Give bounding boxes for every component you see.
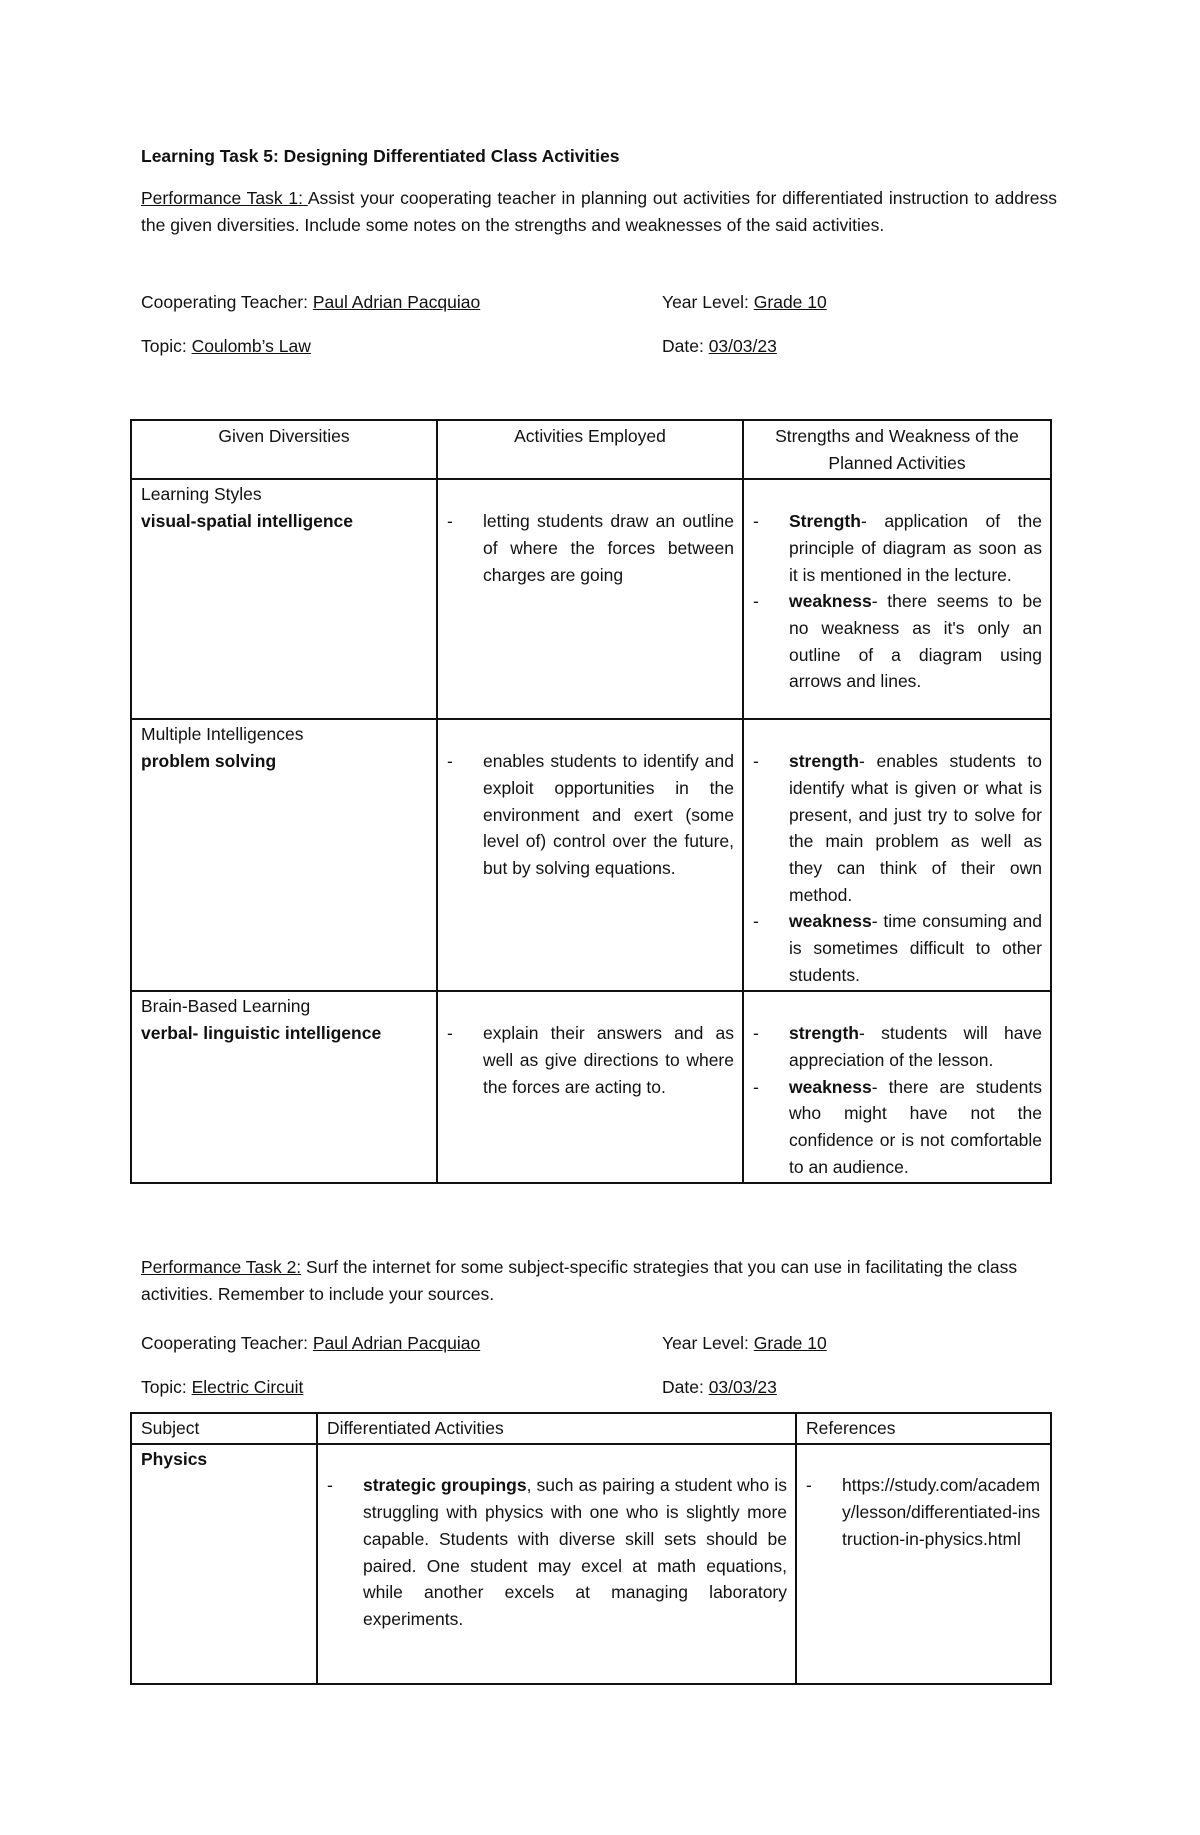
- teacher-label: Cooperating Teacher:: [141, 1333, 313, 1353]
- strategies-table: [130, 1412, 1052, 1685]
- task2-label: Performance Task 2:: [141, 1257, 302, 1277]
- activity-cell: [317, 1444, 796, 1684]
- diversity-category: Multiple Intelligences: [141, 724, 304, 745]
- diversity-cell: [131, 719, 437, 991]
- year-label: Year Level:: [662, 292, 754, 312]
- diversities-table: [130, 419, 1052, 1184]
- date-label: Date:: [662, 1377, 709, 1397]
- task1-topic: [141, 333, 311, 360]
- table-header-row: [131, 420, 1051, 479]
- references-cell: [796, 1444, 1051, 1684]
- activity-item: - explain their answers and as well as give directions to where the forces are acting to.: [447, 1020, 734, 1100]
- strength-item: - strength- enables students to identify what is given or what is present, and just try to solve for the main problem as well as they can think of their own method.: [753, 748, 1042, 908]
- weakness-item: - weakness- time consuming and is sometimes difficult to other students.: [753, 908, 1042, 988]
- topic-label: Topic:: [141, 336, 192, 356]
- date-value: 03/03/23: [708, 336, 777, 356]
- strength-item: - Strength- application of the principle of diagram as soon as it is mentioned in the lecture.: [753, 508, 1042, 588]
- task2-instructions: [141, 1254, 1057, 1308]
- task1-text: Assist your cooperating teacher in planning out activities for differentiated instruction to address the given diversities. Include some notes on the strengths and weaknesses of the said activities.: [141, 188, 1058, 235]
- header-subject: Subject: [131, 1413, 317, 1444]
- topic-value: Coulomb’s Law: [191, 336, 311, 356]
- diversity-name: visual-spatial intelligence: [141, 511, 354, 532]
- task2-year-level: [662, 1330, 827, 1357]
- weakness-item: - weakness- there seems to be no weakness as it's only an outline of a diagram using arrows and lines.: [753, 588, 1042, 695]
- diversity-category: Brain-Based Learning: [141, 996, 311, 1017]
- table-row: [131, 479, 1051, 719]
- table-header-row: [131, 1413, 1051, 1444]
- activity-cell: [437, 719, 743, 991]
- strength-item: - strength- students will have appreciation of the lesson.: [753, 1020, 1042, 1073]
- weakness-item: - weakness- there are students who might have not the confidence or is not comfortable to an audience.: [753, 1074, 1042, 1181]
- header-activities-employed: Activities Employed: [437, 420, 743, 479]
- header-strengths-weakness: Strengths and Weakness of the Planned Activities: [743, 420, 1051, 479]
- task-title: Learning Task 5: Designing Differentiated Class Activities: [141, 146, 620, 166]
- activity-item: - letting students draw an outline of where the forces between charges are going: [447, 508, 734, 588]
- header-references: References: [796, 1413, 1051, 1444]
- year-label: Year Level:: [662, 1333, 754, 1353]
- date-value: 03/03/23: [708, 1377, 777, 1397]
- diversity-cell: [131, 991, 437, 1183]
- teacher-label: Cooperating Teacher:: [141, 292, 313, 312]
- task2-teacher: [141, 1330, 480, 1357]
- activity-item: - strategic groupings, such as pairing a student who is struggling with physics with one who is slightly more capable. Students with diverse skill sets should be paired. One student may excel at math equations, while another excels at managing laboratory experiments.: [327, 1472, 787, 1632]
- teacher-value: Paul Adrian Pacquiao: [312, 1333, 481, 1353]
- diversity-name: problem solving: [141, 751, 277, 772]
- topic-label: Topic:: [141, 1377, 192, 1397]
- task1-teacher: [141, 289, 480, 316]
- teacher-value: Paul Adrian Pacquiao: [312, 292, 481, 312]
- header-differentiated-activities: Differentiated Activities: [317, 1413, 796, 1444]
- table-row: [131, 991, 1051, 1183]
- activity-cell: [437, 479, 743, 719]
- task2-date: [662, 1374, 777, 1401]
- header-given-diversities: Given Diversities: [131, 420, 437, 479]
- strength-weakness-cell: [743, 719, 1051, 991]
- table-row: [131, 1444, 1051, 1684]
- table-row: [131, 719, 1051, 991]
- activity-item: - enables students to identify and exploit opportunities in the environment and exert (some level of) control over the future, but by solving equations.: [447, 748, 734, 882]
- task1-date: [662, 333, 777, 360]
- year-value: Grade 10: [753, 1333, 827, 1353]
- task1-year-level: [662, 289, 827, 316]
- activity-cell: [437, 991, 743, 1183]
- topic-value: Electric Circuit: [191, 1377, 304, 1397]
- year-value: Grade 10: [753, 292, 827, 312]
- task2-topic: [141, 1374, 303, 1401]
- diversity-cell: [131, 479, 437, 719]
- task1-label: Performance Task 1:: [141, 188, 308, 208]
- subject-cell: Physics: [131, 1444, 317, 1684]
- diversity-category: Learning Styles: [141, 484, 262, 505]
- task2-text: Surf the internet for some subject-specific strategies that you can use in facilitating the class activities. Remember to include your sources.: [141, 1257, 1018, 1304]
- reference-link[interactable]: - https://study.com/academy/lesson/differentiated-instruction-in-physics.html: [806, 1472, 1042, 1552]
- diversity-name: verbal- linguistic intelligence: [141, 1023, 382, 1044]
- date-label: Date:: [662, 336, 709, 356]
- task1-instructions: [141, 185, 1057, 239]
- strength-weakness-cell: [743, 479, 1051, 719]
- strength-weakness-cell: [743, 991, 1051, 1183]
